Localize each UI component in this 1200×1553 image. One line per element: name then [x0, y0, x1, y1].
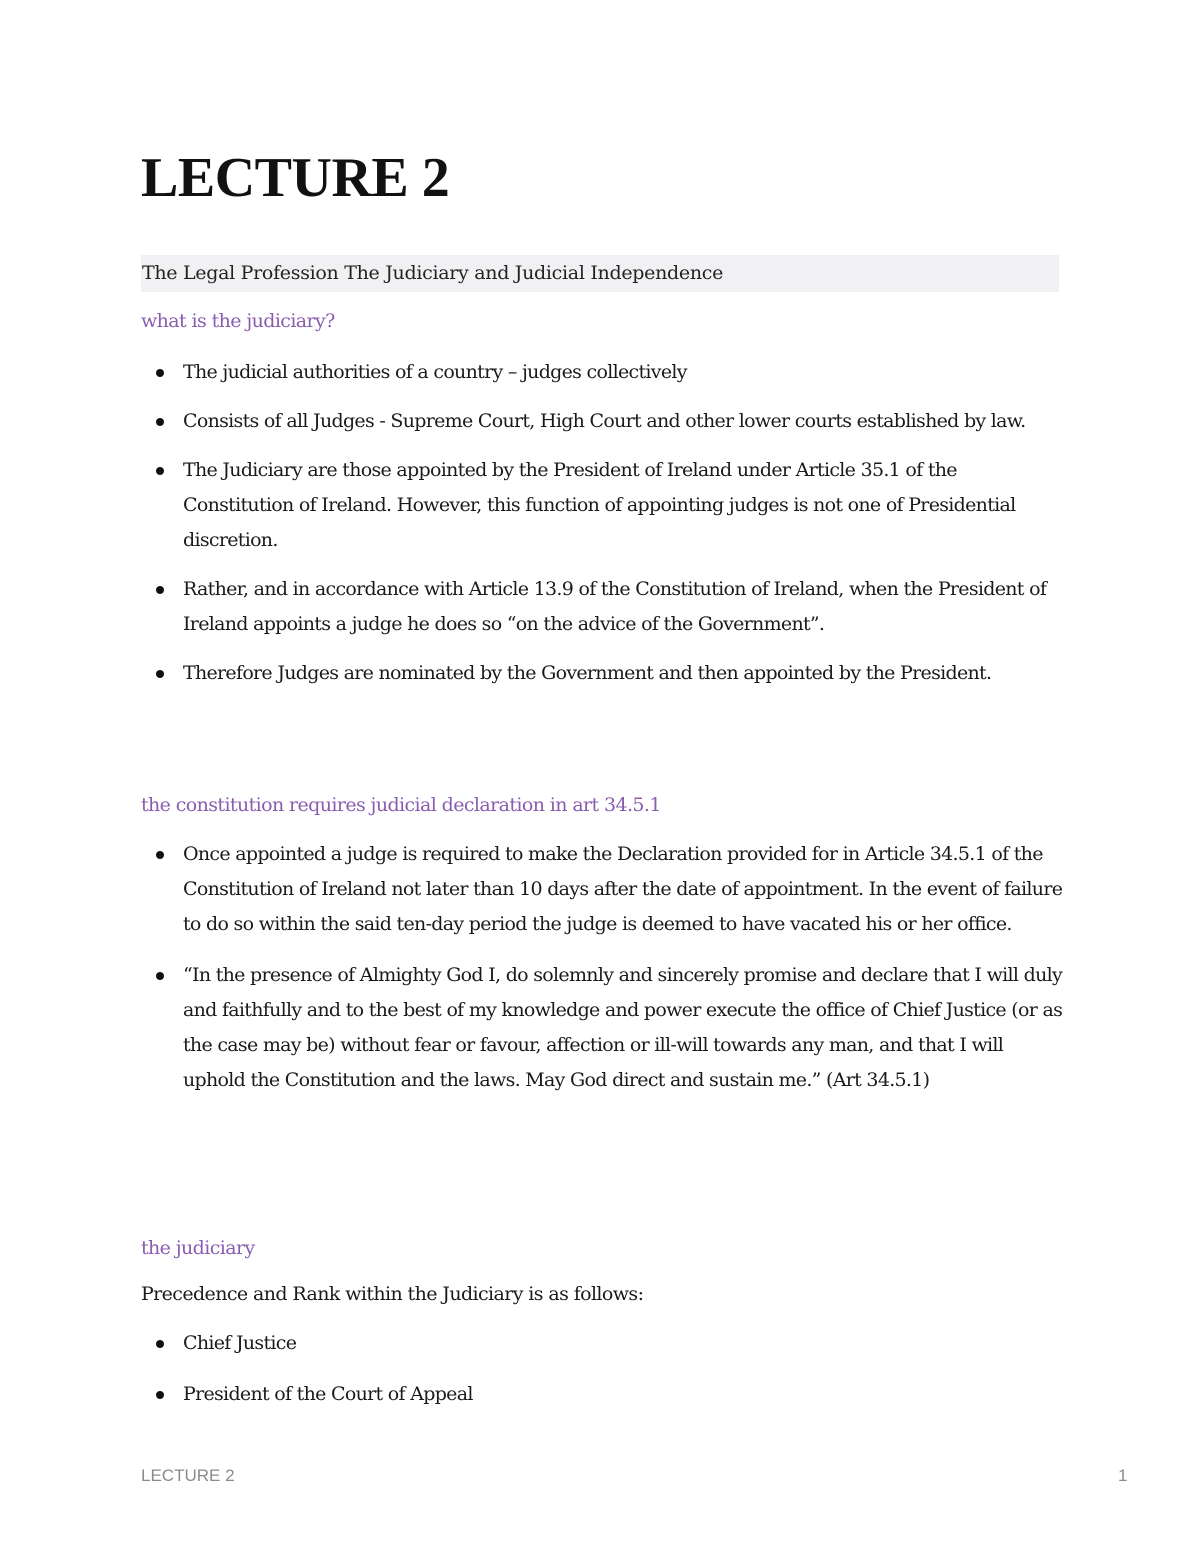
bullet-list-precedence: [0, 1326, 1200, 1412]
precedence-intro: Precedence and Rank within the Judiciary is as follows:: [141, 1283, 644, 1305]
bullet-icon: [156, 369, 164, 377]
bullet-icon: [156, 972, 164, 980]
bullet-icon: [156, 467, 164, 475]
section-heading-judicial-declaration: the constitution requires judicial declaration in art 34.5.1: [141, 794, 661, 816]
bullet-icon: [156, 670, 164, 678]
bullet-list-judicial-declaration: [0, 837, 1200, 1098]
bullet-list-what-is-judiciary: [0, 355, 1200, 691]
document-subtitle: The Legal Profession The Judiciary and Judicial Independence: [141, 255, 1059, 292]
list-item: President of the Court of Appeal: [0, 1377, 1063, 1412]
list-item: The judicial authorities of a country – judges collectively: [0, 355, 1063, 390]
bullet-icon: [156, 1391, 164, 1399]
footer-title: LECTURE 2: [141, 1466, 235, 1485]
list-item: Once appointed a judge is required to make the Declaration provided for in Article 34.5.1 of the Constitution of Ireland not later than 10 days after the date of appointment. In the event of failure to do so within the said ten-day period the judge is deemed to have vacated his or her office.: [0, 837, 1063, 942]
list-item: Therefore Judges are nominated by the Government and then appointed by the President.: [0, 656, 1063, 691]
list-item: Chief Justice: [0, 1326, 1063, 1361]
section-heading-the-judiciary: the judiciary: [141, 1237, 255, 1259]
bullet-icon: [156, 851, 164, 859]
bullet-icon: [156, 1340, 164, 1348]
section-heading-what-is-judiciary: what is the judiciary?: [141, 310, 335, 332]
bullet-icon: [156, 586, 164, 594]
list-item: The Judiciary are those appointed by the President of Ireland under Article 35.1 of the Constitution of Ireland. However, this function of appointing judges is not one of Presidential discretion.: [0, 453, 1063, 558]
document-title: LECTURE 2: [141, 147, 450, 209]
list-item: Rather, and in accordance with Article 13.9 of the Constitution of Ireland, when the President of Ireland appoints a judge he does so “on the advice of the Government”.: [0, 572, 1063, 642]
list-item: “In the presence of Almighty God I, do solemnly and sincerely promise and declare that I will duly and faithfully and to the best of my knowledge and power execute the office of Chief Justice (or as the case may be) without fear or favour, affection or ill-will towards any man, and that I will uphold the Constitution and the laws. May God direct and sustain me.” (Art 34.5.1): [0, 958, 1063, 1098]
bullet-icon: [156, 418, 164, 426]
page-number: 1: [1118, 1466, 1128, 1485]
list-item: Consists of all Judges - Supreme Court, High Court and other lower courts established by law.: [0, 404, 1063, 439]
